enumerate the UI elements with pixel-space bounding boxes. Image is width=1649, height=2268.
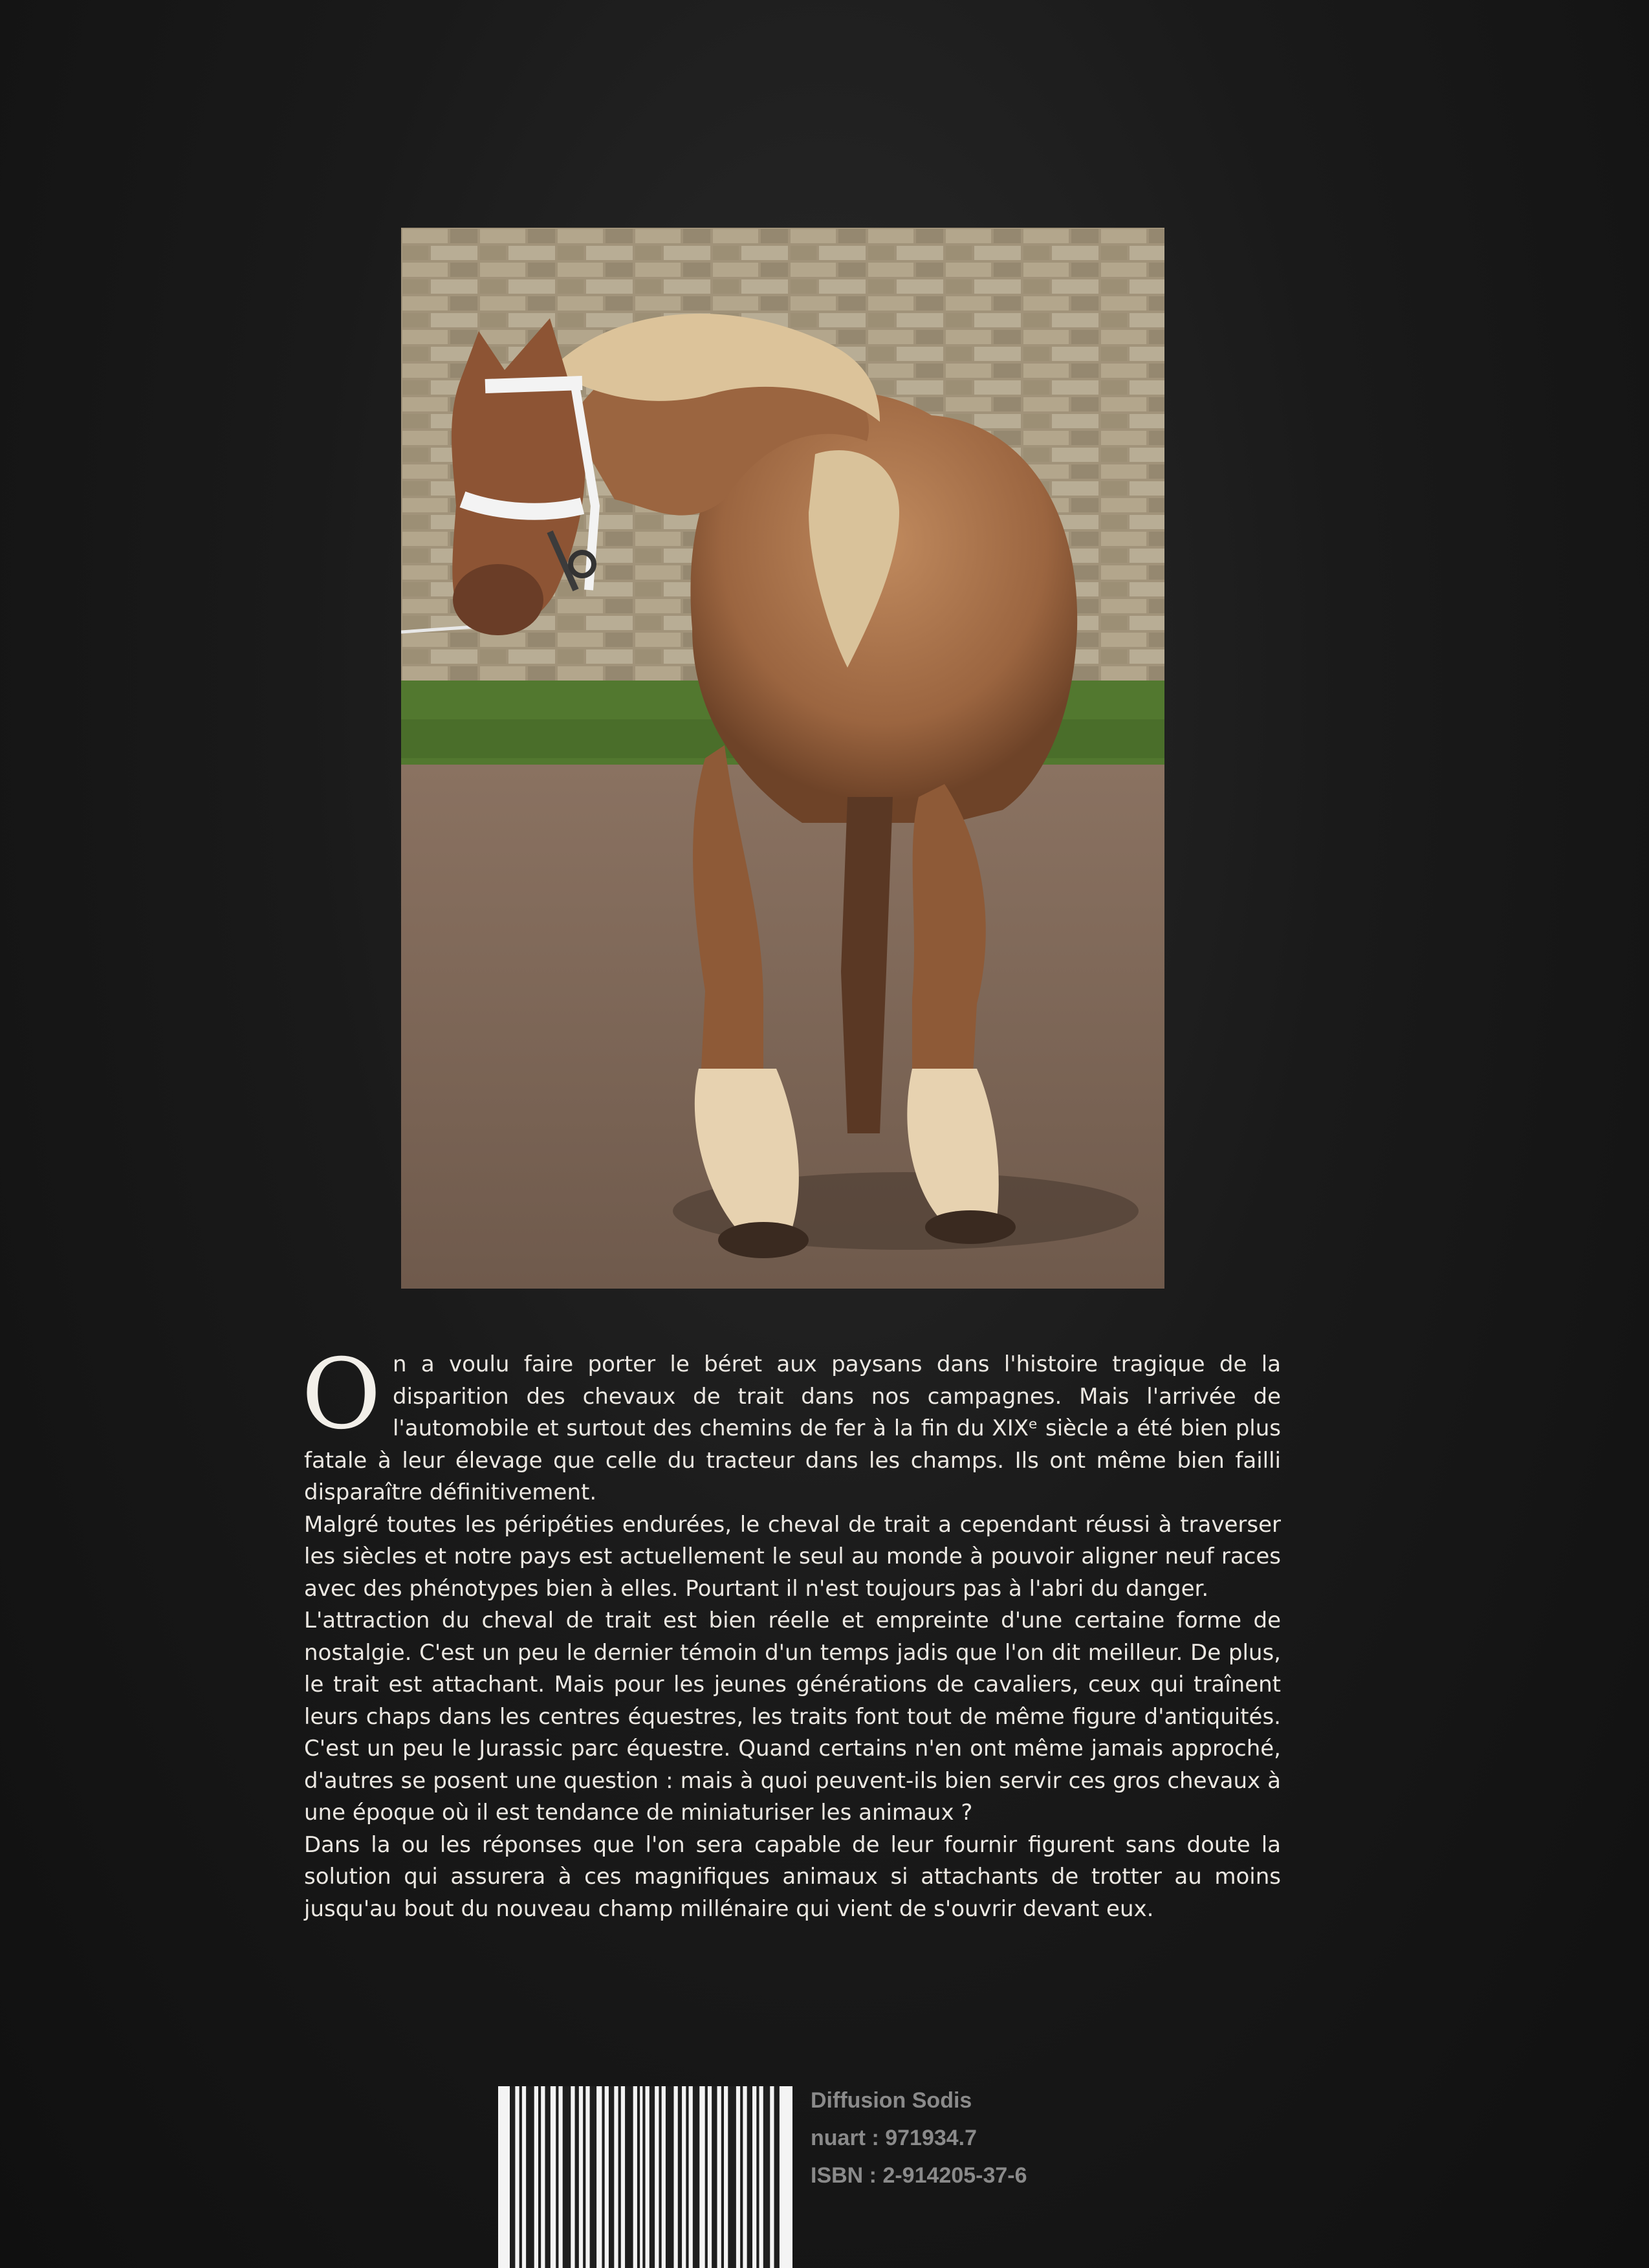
horse-photo xyxy=(401,228,1164,1289)
horse-illustration xyxy=(401,228,1164,1289)
distribution-info xyxy=(811,2082,1199,2194)
distributor-name: Diffusion Sodis xyxy=(811,2088,972,2113)
back-cover-text xyxy=(301,1338,1281,1925)
isbn-code: ISBN : 2-914205-37-6 xyxy=(811,2163,1027,2188)
drop-cap: O xyxy=(301,1338,381,1451)
paragraph-3: L'attraction du cheval de trait est bien réelle et empreinte d'une certaine forme de nostalgie. C'est un peu le dernier témoin d'un temps jadis que l'on dit meilleur. De plus, le trait est attachant. Mais pour les jeunes générations de cavaliers, ceux qui traînent leurs chaps dans les centres équestres, les traits font tout de même figure d'antiquités. C'est un peu le Jurassic parc équestre. Quand certains n'en ont même jamais approché, d'autres se posent une question : mais à quoi peuvent-ils bien servir ces gros chevaux à une époque où il est tendance de miniaturiser les animaux ? xyxy=(304,1608,1281,1826)
paragraph-1: n a voulu faire porter le béret aux paysans dans l'histoire tragique de la disparition des chevaux de trait dans nos campagnes. Mais l'arrivée de l'automobile et surtout des chemins de fer à la fin du XIXᵉ siècle a été bien plus fatale à leur élevage que celle du tracteur dans les champs. Ils ont même bien failli disparaître définitivement. xyxy=(304,1351,1281,1505)
nuart-code: nuart : 971934.7 xyxy=(811,2126,977,2150)
paragraph-2: Malgré toutes les péripéties endurées, le cheval de trait a cependant réussi à traverser les siècles et notre pays est actuellement le seul au monde à pouvoir aligner neuf races avec des phénotypes bien à elles. Pourtant il n'est toujours pas à l'abri du danger. xyxy=(304,1511,1281,1602)
barcode-bars xyxy=(510,2086,781,2268)
paragraph-4: Dans la ou les réponses que l'on sera capable de leur fournir figurent sans doute la solution qui assurera à ces magnifiques animaux si attachants de trotter au moins jusqu'au bout du nouveau champ millénaire qui vient de s'ouvrir devant eux. xyxy=(304,1831,1281,1922)
barcode xyxy=(498,2086,792,2268)
